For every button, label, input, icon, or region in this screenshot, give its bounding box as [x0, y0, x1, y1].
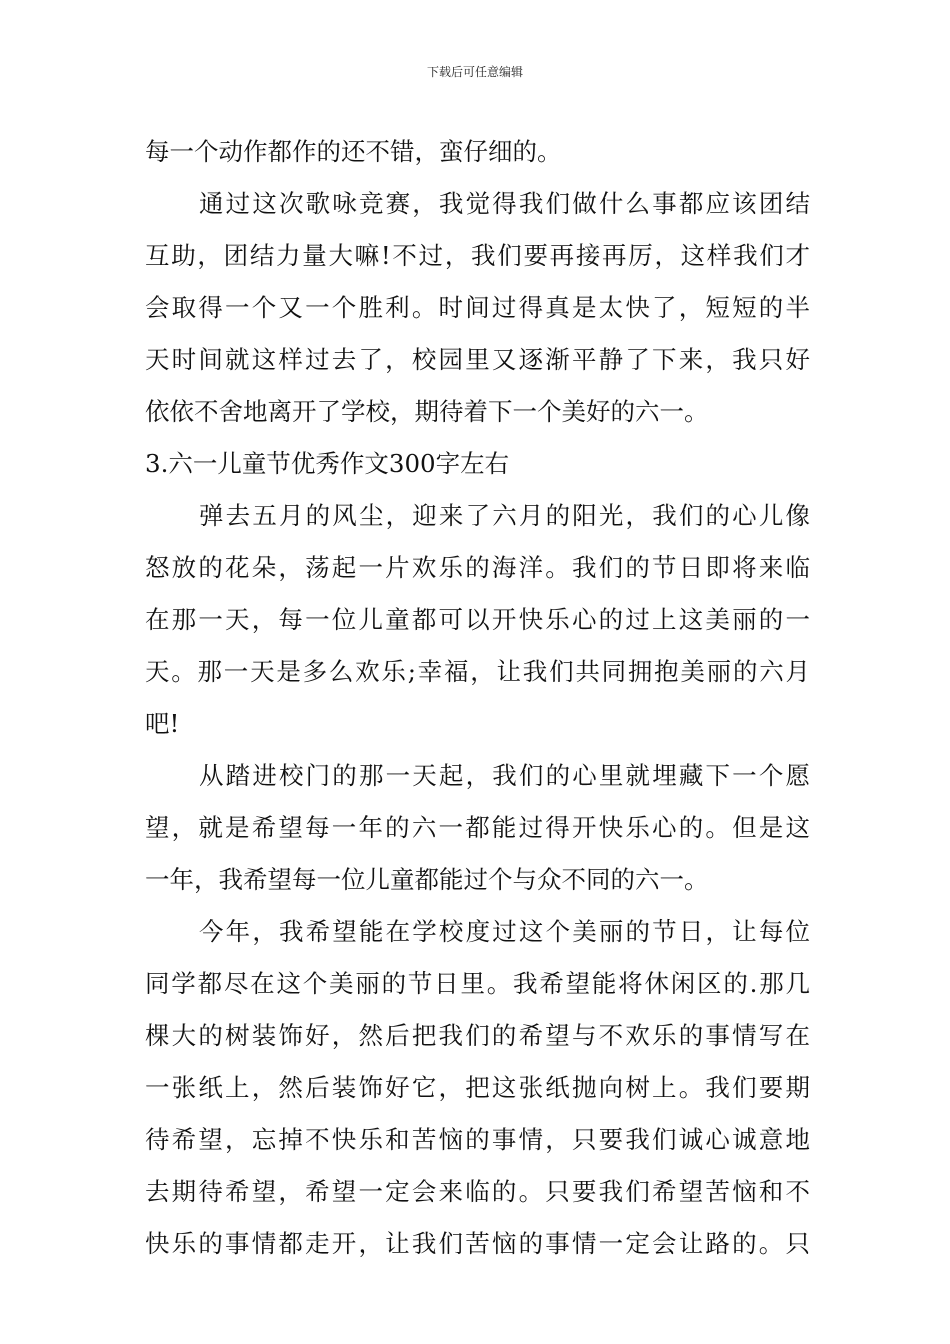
text-line: 快乐的事情都走开，让我们苦恼的事情一定会让路的。只	[145, 1229, 810, 1258]
document-body	[145, 126, 810, 1270]
text-line: 天。那一天是多么欢乐;幸福，让我们共同拥抱美丽的六月	[145, 657, 810, 686]
text-line: 弹去五月的风尘，迎来了六月的阳光，我们的心儿像	[199, 501, 810, 530]
text-line: 在那一天，每一位儿童都可以开快乐心的过上这美丽的一	[145, 605, 810, 634]
text-line: 从踏进校门的那一天起，我们的心里就埋藏下一个愿	[199, 761, 810, 790]
text-line: 怒放的花朵，荡起一片欢乐的海洋。我们的节日即将来临	[145, 553, 810, 582]
text-line: 望，就是希望每一年的六一都能过得开快乐心的。但是这	[145, 813, 810, 842]
text-line: 一年，我希望每一位儿童都能过个与众不同的六一。	[145, 865, 709, 894]
text-line: 棵大的树装饰好，然后把我们的希望与不欢乐的事情写在	[145, 1021, 810, 1050]
page-header-note: 下载后可任意编辑	[426, 65, 523, 79]
text-line: 每一个动作都作的还不错，蛮仔细的。	[145, 137, 562, 166]
text-line: 天时间就这样过去了，校园里又逐渐平静了下来，我只好	[145, 345, 810, 374]
text-line: 会取得一个又一个胜利。时间过得真是太快了，短短的半	[145, 293, 810, 322]
text-line: 通过这次歌咏竞赛，我觉得我们做什么事都应该团结	[199, 189, 810, 218]
text-line: 待希望，忘掉不快乐和苦恼的事情，只要我们诚心诚意地	[145, 1125, 810, 1154]
text-line: 依依不舍地离开了学校，期待着下一个美好的六一。	[145, 397, 709, 426]
text-line: 今年，我希望能在学校度过这个美丽的节日，让每位	[199, 917, 810, 946]
text-line: 同学都尽在这个美丽的节日里。我希望能将休闲区的.那几	[145, 969, 810, 998]
text-line: 去期待希望，希望一定会来临的。只要我们希望苦恼和不	[145, 1177, 810, 1206]
text-line: 互助，团结力量大嘛!不过，我们要再接再厉，这样我们才	[145, 241, 810, 270]
text-line: 一张纸上，然后装饰好它，把这张纸抛向树上。我们要期	[145, 1073, 810, 1102]
text-line: 吧!	[145, 709, 180, 738]
section-heading: 3.六一儿童节优秀作文300字左右	[145, 449, 510, 478]
